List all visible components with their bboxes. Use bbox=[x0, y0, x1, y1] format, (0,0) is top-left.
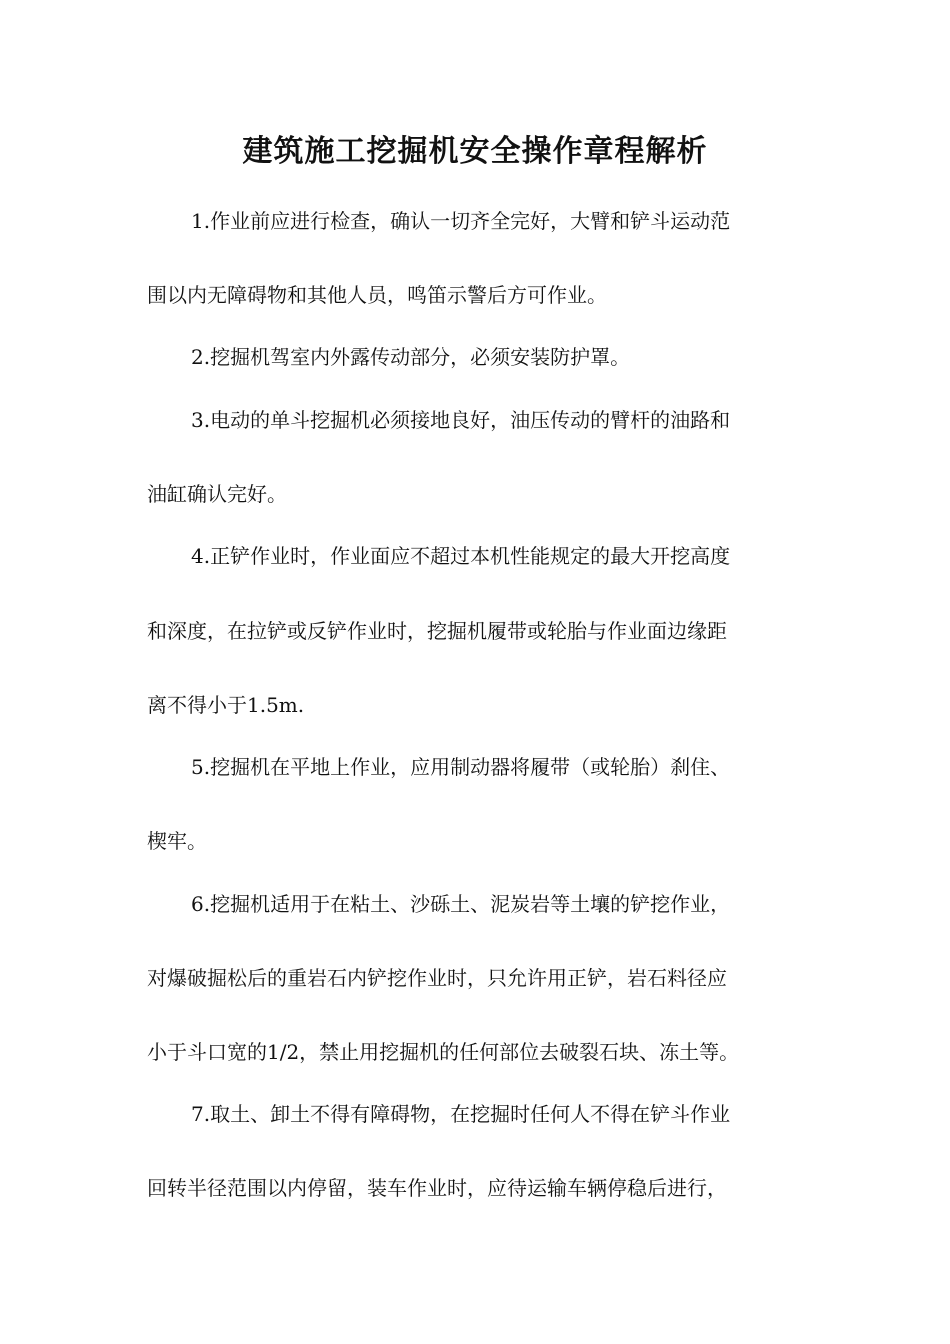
rule-6-line-1: 6.挖掘机适用于在粘土、沙砾土、泥炭岩等土壤的铲挖作业， bbox=[191, 892, 731, 916]
rule-1-line-1: 1.作业前应进行检查，确认一切齐全完好，大臂和铲斗运动范 bbox=[191, 209, 731, 233]
rule-6-line-2: 对爆破掘松后的重岩石内铲挖作业时，只允许用正铲，岩石料径应 bbox=[147, 966, 727, 990]
rule-1-line-2: 围以内无障碍物和其他人员，鸣笛示警后方可作业。 bbox=[147, 283, 607, 307]
rule-4-line-3: 离不得小于1.5m. bbox=[147, 693, 305, 717]
rule-4-line-2: 和深度，在拉铲或反铲作业时，挖掘机履带或轮胎与作业面边缘距 bbox=[147, 619, 727, 643]
rule-7-line-1: 7.取土、卸土不得有障碍物，在挖掘时任何人不得在铲斗作业 bbox=[191, 1102, 731, 1126]
rule-5-line-2: 楔牢。 bbox=[147, 829, 207, 853]
rule-5-line-1: 5.挖掘机在平地上作业，应用制动器将履带（或轮胎）刹住、 bbox=[191, 755, 731, 779]
rule-2-line-1: 2.挖掘机驾室内外露传动部分，必须安装防护罩。 bbox=[191, 345, 631, 369]
rule-3-line-1: 3.电动的单斗挖掘机必须接地良好，油压传动的臂杆的油路和 bbox=[191, 408, 731, 432]
rule-3-line-2: 油缸确认完好。 bbox=[147, 482, 287, 506]
rule-7-line-2: 回转半径范围以内停留，装车作业时，应待运输车辆停稳后进行， bbox=[147, 1176, 727, 1200]
rule-6-line-3: 小于斗口宽的1/2，禁止用挖掘机的任何部位去破裂石块、冻土等。 bbox=[147, 1040, 740, 1064]
document-title: 建筑施工挖掘机安全操作章程解析 bbox=[242, 134, 708, 169]
rule-4-line-1: 4.正铲作业时，作业面应不超过本机性能规定的最大开挖高度 bbox=[191, 544, 731, 568]
